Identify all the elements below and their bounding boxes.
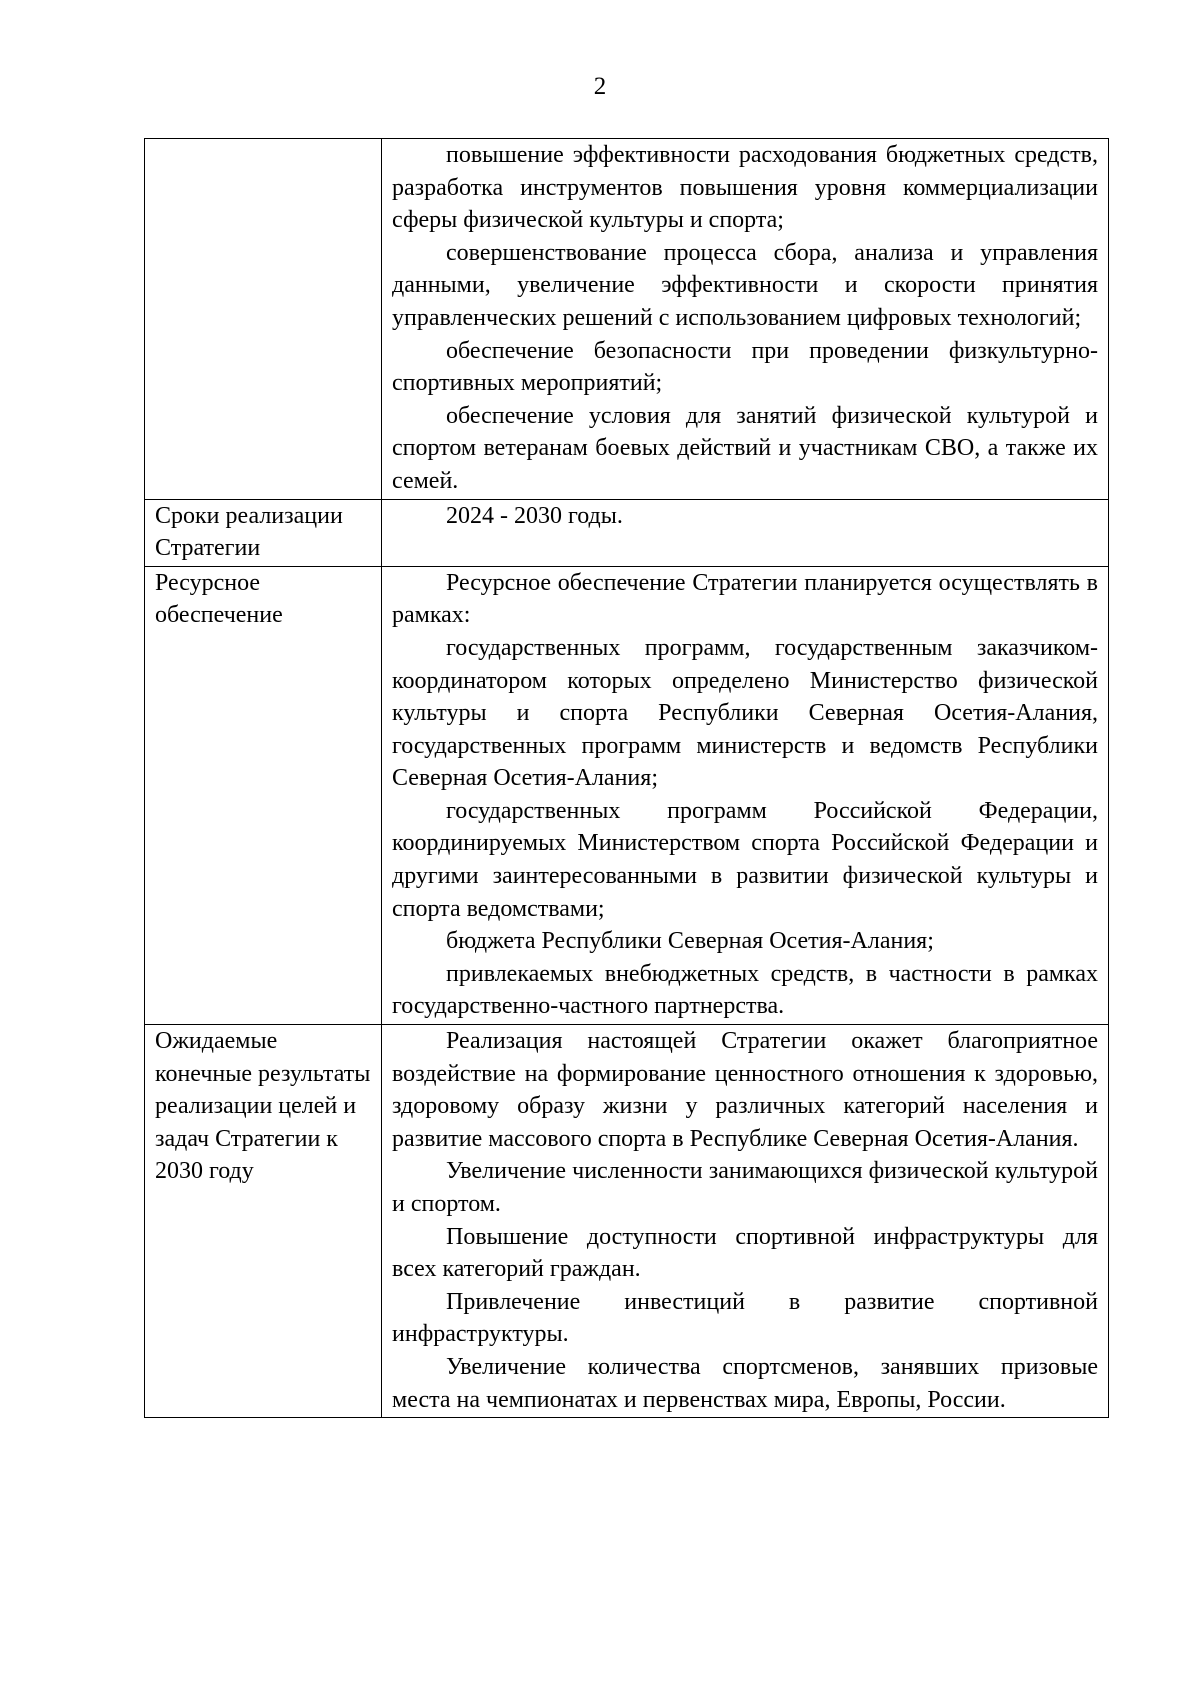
row-content-cell (382, 139, 1109, 500)
page-number: 2 (593, 73, 607, 100)
row-label: Ресурсное обеспечение (155, 569, 283, 629)
row-content-cell (382, 1025, 1109, 1418)
paragraph: Привлечение инвестиций в развитие спортивной инфраструктуры. (392, 1288, 1098, 1348)
row-label: Сроки реализации Стратегии (155, 502, 343, 562)
paragraph: государственных программ, государственным заказчиком-координатором которых определено Министерство физической культуры и спорта Республики Северная Осетия-Алания, государственных программ министерств и ведомств Республики Северная Осетия-Алания; (392, 634, 1098, 792)
row-label: Ожидаемые конечные результаты реализации целей и задач Стратегии к 2030 году (155, 1028, 371, 1185)
paragraph: бюджета Республики Северная Осетия-Алания; (446, 928, 934, 955)
row-label-cell (145, 566, 382, 1024)
table-row-expected-results (145, 1025, 1109, 1418)
paragraph: Ресурсное обеспечение Стратегии планируется осуществлять в рамках: (392, 569, 1098, 629)
paragraph: Реализация настоящей Стратегии окажет благоприятное воздействие на формирование ценностного отношения к здоровью, здоровому образу жизни у различных категорий населения и развитие массового спорта в Республике Северная Осетия-Алания. (392, 1028, 1098, 1152)
paragraph: обеспечение безопасности при проведении физкультурно-спортивных мероприятий; (392, 337, 1098, 397)
passport-table (144, 138, 1109, 1418)
row-content-cell (382, 566, 1109, 1024)
paragraph: государственных программ Российской Федерации, координируемых Министерством спорта Российской Федерации и другими заинтересованными в развитии физической культуры и спорта ведомствами; (392, 797, 1098, 922)
paragraph: обеспечение условия для занятий физической культурой и спортом ветеранам боевых действий и участникам СВО, а также их семей. (392, 402, 1098, 494)
paragraph: 2024 - 2030 годы. (446, 502, 623, 529)
paragraph: привлекаемых внебюджетных средств, в частности в рамках государственно-частного партнерства. (392, 960, 1098, 1020)
row-label-cell (145, 499, 382, 566)
paragraph: совершенствование процесса сбора, анализа и управления данными, увеличение эффективности и скорости принятия управленческих решений с использованием цифровых технологий; (392, 239, 1098, 331)
paragraph: повышение эффективности расходования бюджетных средств, разработка инструментов повышения уровня коммерциализации сферы физической культуры и спорта; (392, 142, 1098, 234)
row-label-cell (145, 139, 382, 500)
paragraph: Увеличение численности занимающихся физической культурой и спортом. (392, 1158, 1098, 1217)
paragraph: Повышение доступности спортивной инфраструктуры для всех категорий граждан. (392, 1223, 1098, 1283)
table-row-resources (145, 566, 1109, 1024)
table-row-goals-continued (145, 139, 1109, 500)
paragraph: Увеличение количества спортсменов, занявших призовые места на чемпионатах и первенствах мира, Европы, России. (392, 1353, 1098, 1413)
table-row-timeline (145, 499, 1109, 566)
row-label-cell (145, 1025, 382, 1418)
row-content-cell (382, 499, 1109, 566)
